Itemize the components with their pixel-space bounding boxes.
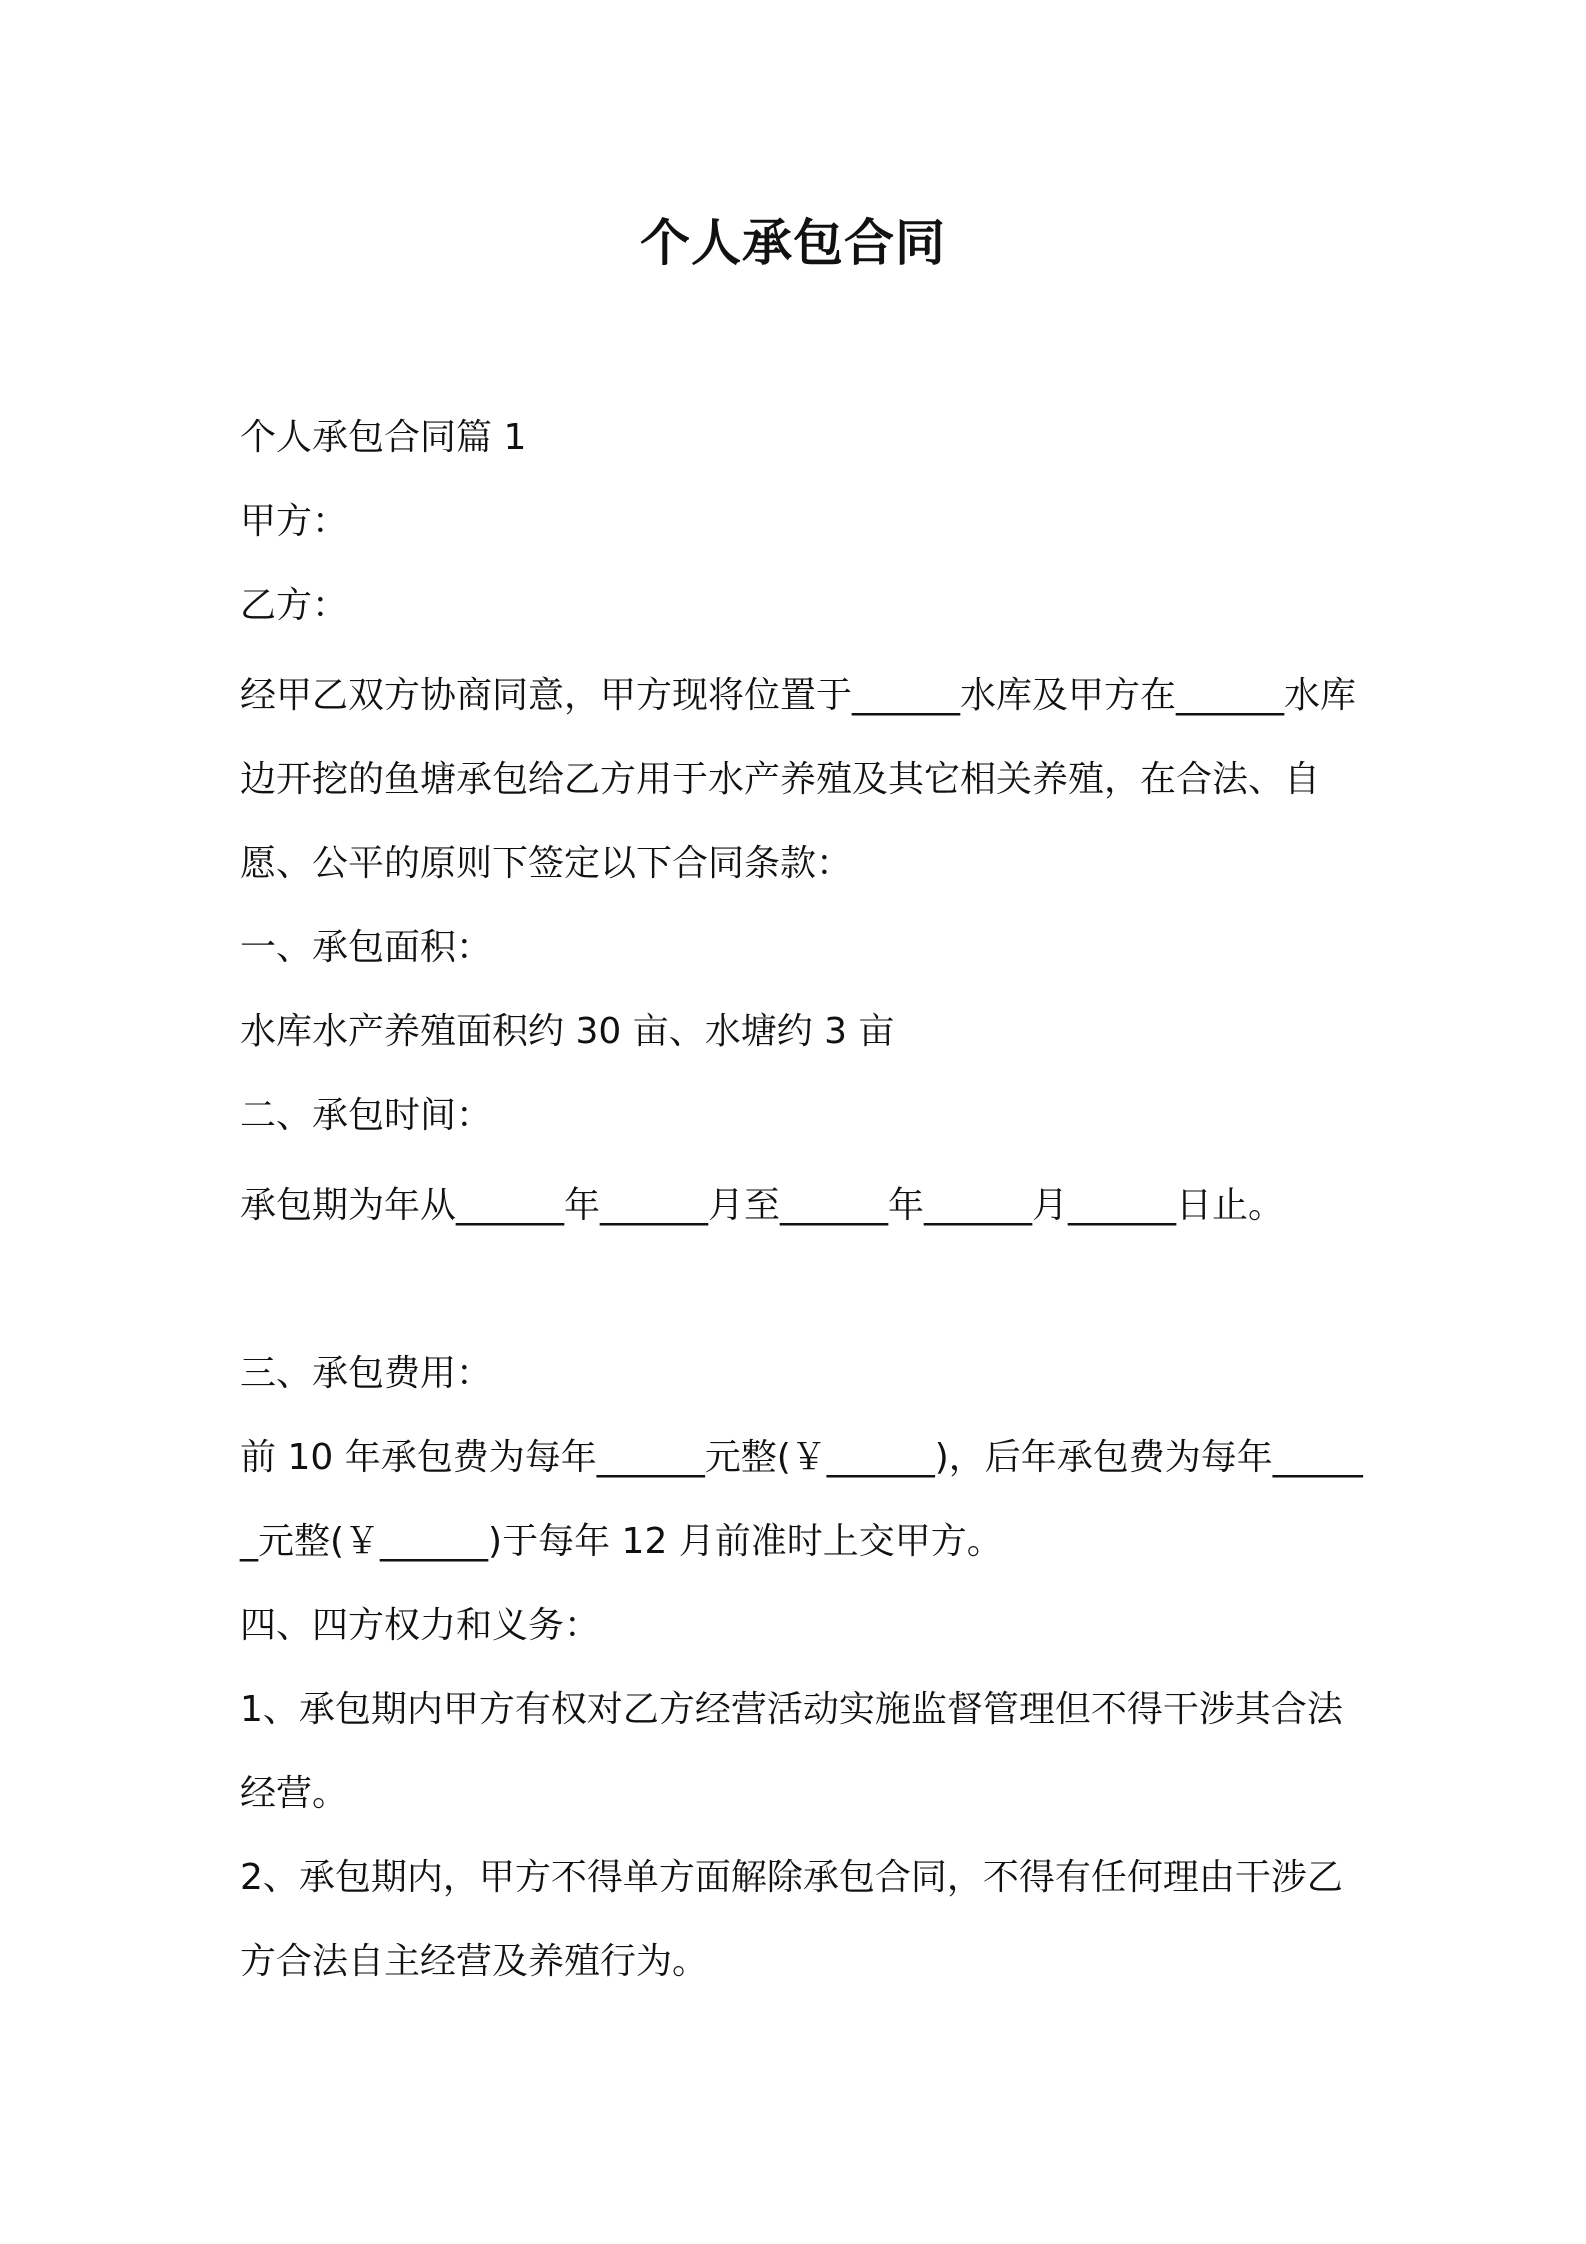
clause-rights-item-2: 2、承包期内，甲方不得单方面解除承包合同，不得有任何理由干涉乙方合法自主经营及养殖行为。 xyxy=(240,1857,1343,1982)
document-title: 个人承包合同 xyxy=(640,214,946,272)
clause-fee-heading: 三、承包费用： xyxy=(240,1353,493,1394)
clause-time-text: 承包期为年从______年______月至______年______月______日止。 xyxy=(240,1185,1285,1226)
clause-fee-text: 前 10 年承包费为每年______元整(￥______)，后年承包费为每年______元整(￥______)于每年 12 月前准时上交甲方。 xyxy=(240,1437,1363,1562)
section-heading: 个人承包合同篇 1 xyxy=(240,417,527,458)
clause-area-text: 水库水产养殖面积约 30 亩、水塘约 3 亩 xyxy=(240,1011,895,1052)
clause-rights-item-1: 1、承包期内甲方有权对乙方经营活动实施监督管理但不得干涉其合法经营。 xyxy=(240,1689,1343,1814)
clause-area-heading: 一、承包面积： xyxy=(240,927,493,968)
party-b-line: 乙方： xyxy=(240,585,349,626)
clause-time-heading: 二、承包时间： xyxy=(240,1095,493,1136)
clause-rights-heading: 四、四方权力和义务： xyxy=(240,1605,601,1646)
party-a-line: 甲方： xyxy=(240,501,349,542)
intro-paragraph: 经甲乙双方协商同意，甲方现将位置于______水库及甲方在______水库边开挖的鱼塘承包给乙方用于水产养殖及其它相关养殖，在合法、自愿、公平的原则下签定以下合同条款： xyxy=(240,675,1357,884)
